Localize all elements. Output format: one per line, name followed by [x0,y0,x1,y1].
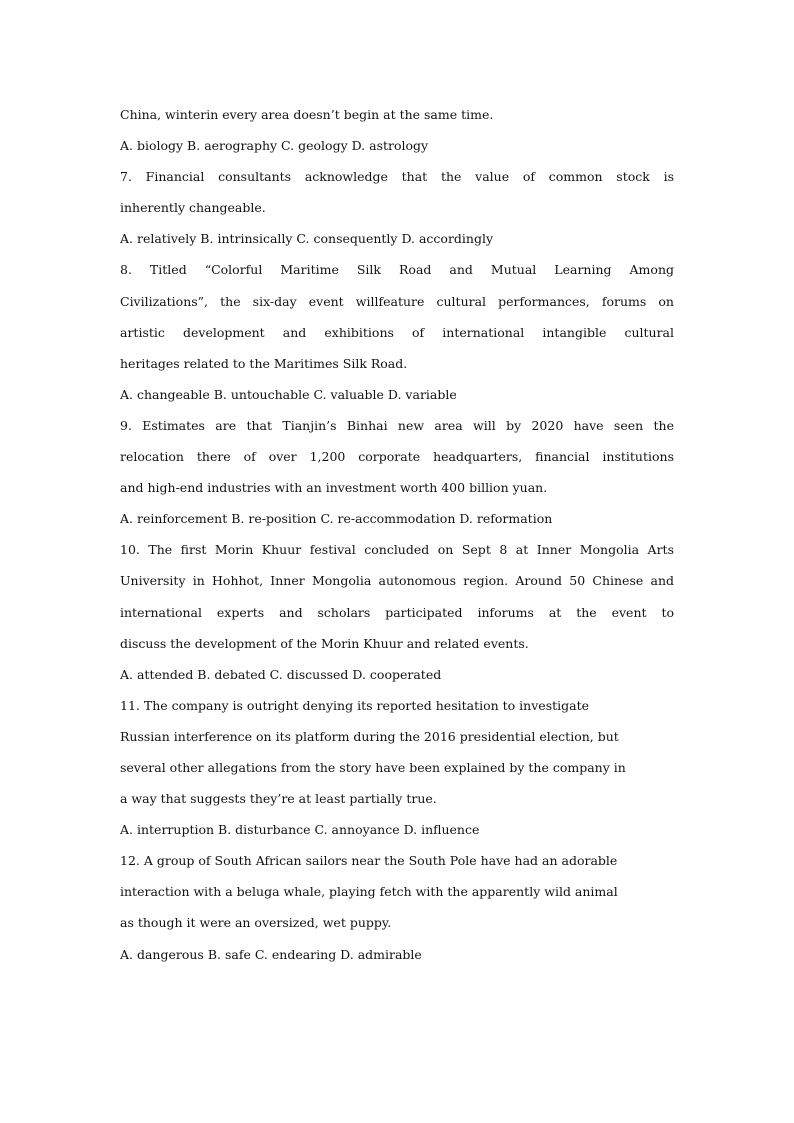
question-11-line: several other allegations from the story have been explained by the company in [120,759,626,775]
question-10-line: international experts and scholars participated inforums at the event to [120,604,674,620]
options-line: A. changeable B. untouchable C. valuable D. variable [120,386,457,402]
question-8-line: artistic development and exhibitions of international intangible cultural [120,324,674,340]
question-8-line: Civilizations”, the six-day event willfeature cultural performances, forums on [120,293,674,309]
question-11-line: Russian interference on its platform during the 2016 presidential election, but [120,728,619,744]
question-10-line: University in Hohhot, Inner Mongolia autonomous region. Around 50 Chinese and [120,573,674,589]
question-9-line: 9. Estimates are that Tianjin’s Binhai new area will by 2020 have seen the [120,417,674,433]
question-11-line: a way that suggests they’re at least partially true. [120,791,437,807]
question-12-line: interaction with a beluga whale, playing fetch with the apparently wild animal [120,884,618,900]
document-body [120,99,674,970]
question-7-line: inherently changeable. [120,200,266,216]
options-line: A. dangerous B. safe C. endearing D. admirable [120,946,422,962]
question-11-line: 11. The company is outright denying its reported hesitation to investigate [120,697,590,713]
question-12-line: as though it were an oversized, wet puppy. [120,915,392,931]
question-7-line: 7. Financial consultants acknowledge that the value of common stock is [120,169,674,185]
options-line: A. interruption B. disturbance C. annoyance D. influence [120,822,480,838]
text-line-continuation: China, winterin every area doesn’t begin at the same time. [120,107,494,122]
options-line: A. attended B. debated C. discussed D. cooperated [120,666,442,682]
question-9-line: relocation there of over 1,200 corporate headquarters, financial institutions [120,449,674,465]
options-line: A. reinforcement B. re-position C. re-accommodation D. reformation [120,511,553,527]
question-8-line: heritages related to the Maritimes Silk Road. [120,355,408,371]
question-8-line: 8. Titled “Colorful Maritime Silk Road and Mutual Learning Among [120,262,674,278]
options-line: A. biology B. aerography C. geology D. astrology [120,138,429,154]
question-10-line: discuss the development of the Morin Khuur and related events. [120,635,529,651]
question-12-line: 12. A group of South African sailors near the South Pole have had an adorable [120,853,618,869]
options-line: A. relatively B. intrinsically C. consequently D. accordingly [120,231,494,247]
question-9-line: and high-end industries with an investment worth 400 billion yuan. [120,480,548,496]
question-10-line: 10. The first Morin Khuur festival concluded on Sept 8 at Inner Mongolia Arts [120,542,674,558]
